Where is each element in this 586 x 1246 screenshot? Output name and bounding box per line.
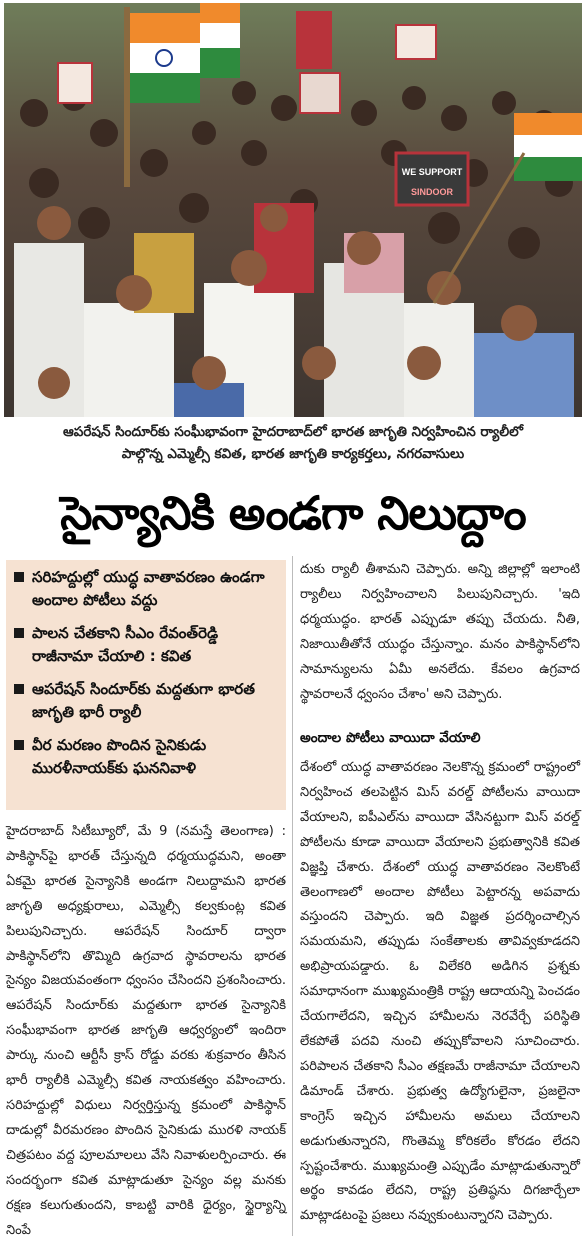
article-body-left: హైదరాబాద్ సిటీబ్యూరో, మే 9 (నమస్తే తెలంగాణ) : పాకిస్థాన్‌పై భారత్ చేస్తున్నది ధర్మయుద్ధమని, అంతా ఏకమై భారత సైన్యానికి అండగా నిలుద్దామని భారత జాగృతి అధ్యక్షురాలు, ఎమ్మెల్సీ కల్వకుంట్ల కవిత పిలుపునిచ్చారు. ఆపరేషన్ సిందూర్ ద్వారా పాకిస్థాన్‌లోని తొమ్మిది ఉగ్రవాద స్థావరాలను భారత సైన్యం విజయవంతంగా ధ్వంసం చేసిందని ప్రశంసించారు. ఆపరేషన్ సిందూర్‌కు మద్దతుగా భారత సైన్యానికి సంఘీభావంగా భారత జాగృతి ఆధ్వర్యంలో ఇందిరా పార్కు నుంచి ఆర్టీసీ క్రాస్ రోడ్డు వరకు శుక్రవారం తీసిన భారీ ర్యాలీకి ఎమ్మెల్సీ కవిత నాయకత్వం వహించారు. సరిహద్దుల్లో విధులు నిర్వర్తిస్తున్న క్రమంలో పాకిస్థాన్ దాడుల్లో వీరమరణం పొందిన సైనికుడు మురళి నాయక్ చిత్రపటం వద్ద పూలమాలలు వేసి నివాళులర్పించారు. ఈ సందర్భంగా కవిత మాట్లాడుతూ సైన్యం వల్ల మనకు రక్షణ కలుగుతుందని, కాబట్టి వారికి ధైర్యం, స్థైర్యాన్ని నింపే (6, 824, 286, 1238)
article-body-right-top: దుకు ర్యాలీ తీశామని చెప్పారు. అన్ని జిల్లాల్లో ఇలాంటి ర్యాలీలు నిర్వహించాలని పిలుపునిచ్చారు. 'ఇది ధర్మయుద్ధం. భారత్ ఎప్పుడూ తప్పు చేయదు. నీతి, నిజాయితీతోనే యుద్ధం చేస్తున్నాం. మనం పాకిస్థాన్‌లోని సామాన్యులను ఏమీ అనలేదు. కేవలం ఉగ్రవాద స్థావరాలనే ధ్వంసం చేశాం' అని చెప్పారు. (300, 562, 580, 702)
svg-text:WE SUPPORT: WE SUPPORT (401, 167, 463, 177)
rally-crowd-illustration (4, 3, 582, 417)
highlight-item (14, 622, 280, 668)
svg-text:SINDOOR: SINDOOR (410, 187, 454, 197)
highlight-text: ఆపరేషన్ సిందూర్‌కు మద్దతుగా భారత జాగృతి భారీ ర్యాలీ (32, 680, 255, 721)
highlights-box (6, 560, 286, 810)
article-body-right-bottom: దేశంలో యుద్ధ వాతావరణం నెలకొన్న క్రమంలో రాష్ట్రంలో నిర్వహించ తలపెట్టిన మిస్ వరల్డ్ పోటీలను వాయిదా వేయాలని, ఐపీఎల్‌ను వాయిదా వేసినట్టుగా మిస్ వరల్డ్ పోటీలను కూడా వాయిదా వేయాలని ప్రభుత్వానికి కవిత విజ్ఞప్తి చేశారు. దేశంలో యుద్ధ వాతావరణం నెలకొంటే తెలంగాణలో అందాల పోటీలు పెట్టారన్న అపవాదు వస్తుందని చెప్పారు. ఇది విజ్ఞత ప్రదర్శించాల్సిన సమయమని, తప్పుడు సంకేతాలకు తావివ్వకూడదని అభిప్రాయపడ్డారు. ఓ విలేకరి అడిగిన ప్రశ్నకు సమాధానంగా ముఖ్యమంత్రికి రాష్ట్ర ఆదాయన్ని పెంచడం చేయగాలేదని, ఇచ్చిన హామీలను నెరవేర్చే పరిస్థితి లేకపోతే పదవి నుంచి తప్పుకోవాలని సూచించారు. పరిపాలన చేతకాని సీఎం తక్షణమే రాజీనామా చేయాలని డిమాండ్ చేశారు. ప్రభుత్వ ఉద్యోగులైనా, ప్రజలైనా కాంగ్రెస్ ఇచ్చిన హామీలను అమలు చేయాలని అడుగుతున్నారని, గొంతెమ్మ కోరికలేం కోరడం లేదని స్పష్టంచేశారు. ముఖ్యమంత్రి ఎప్పుడేం మాట్లాడుతున్నారో అర్థం కావడం లేదని, రాష్ట్ర ప్రతిష్ఠను దిగజార్చేలా మాట్లాడటంపై ప్రజలు నవ్వుకుంటున్నారని చెప్పారు. (300, 760, 580, 1224)
square-bullet-icon (14, 572, 24, 582)
highlight-text: వీర మరణం పొందిన సైనికుడు మురళీనాయక్‌కు ఘననివాళి (32, 736, 207, 777)
column-divider (292, 556, 293, 1236)
square-bullet-icon (14, 684, 24, 694)
we-support-placard (396, 153, 468, 205)
caption-line-1: ఆపరేషన్ సిందూర్‌కు సంఘీభావంగా హైదరాబాద్‌లో భారత జాగృతి నిర్వహించిన ర్యాలీలో (62, 424, 524, 440)
highlight-item (14, 566, 280, 612)
headline: సైన్యానికి అండగా నిలుద్దాం (60, 486, 526, 540)
highlight-item (14, 678, 280, 724)
highlight-item (14, 734, 280, 780)
indian-flag-center (200, 3, 240, 78)
highlight-text: పాలన చేతకాని సీఎం రేవంత్‌రెడ్డి రాజీనామా చేయాలి : కవిత (32, 624, 219, 665)
article-subheading: అందాల పోటీలు వాయిదా వేయాలి (300, 730, 481, 746)
square-bullet-icon (14, 740, 24, 750)
square-bullet-icon (14, 628, 24, 638)
placard-left (58, 63, 92, 103)
caption-line-2: పాల్గొన్న ఎమ్మెల్సీ కవిత, భారత జాగృతి కార్యకర్తలు, నగరవాసులు (121, 446, 465, 462)
photo-caption (6, 421, 580, 465)
highlight-text: సరిహద్దుల్లో యుద్ధ వాతావరణం ఉండగా అందాల పోటీలు వద్దు (32, 568, 265, 609)
rally-photo (4, 3, 582, 417)
